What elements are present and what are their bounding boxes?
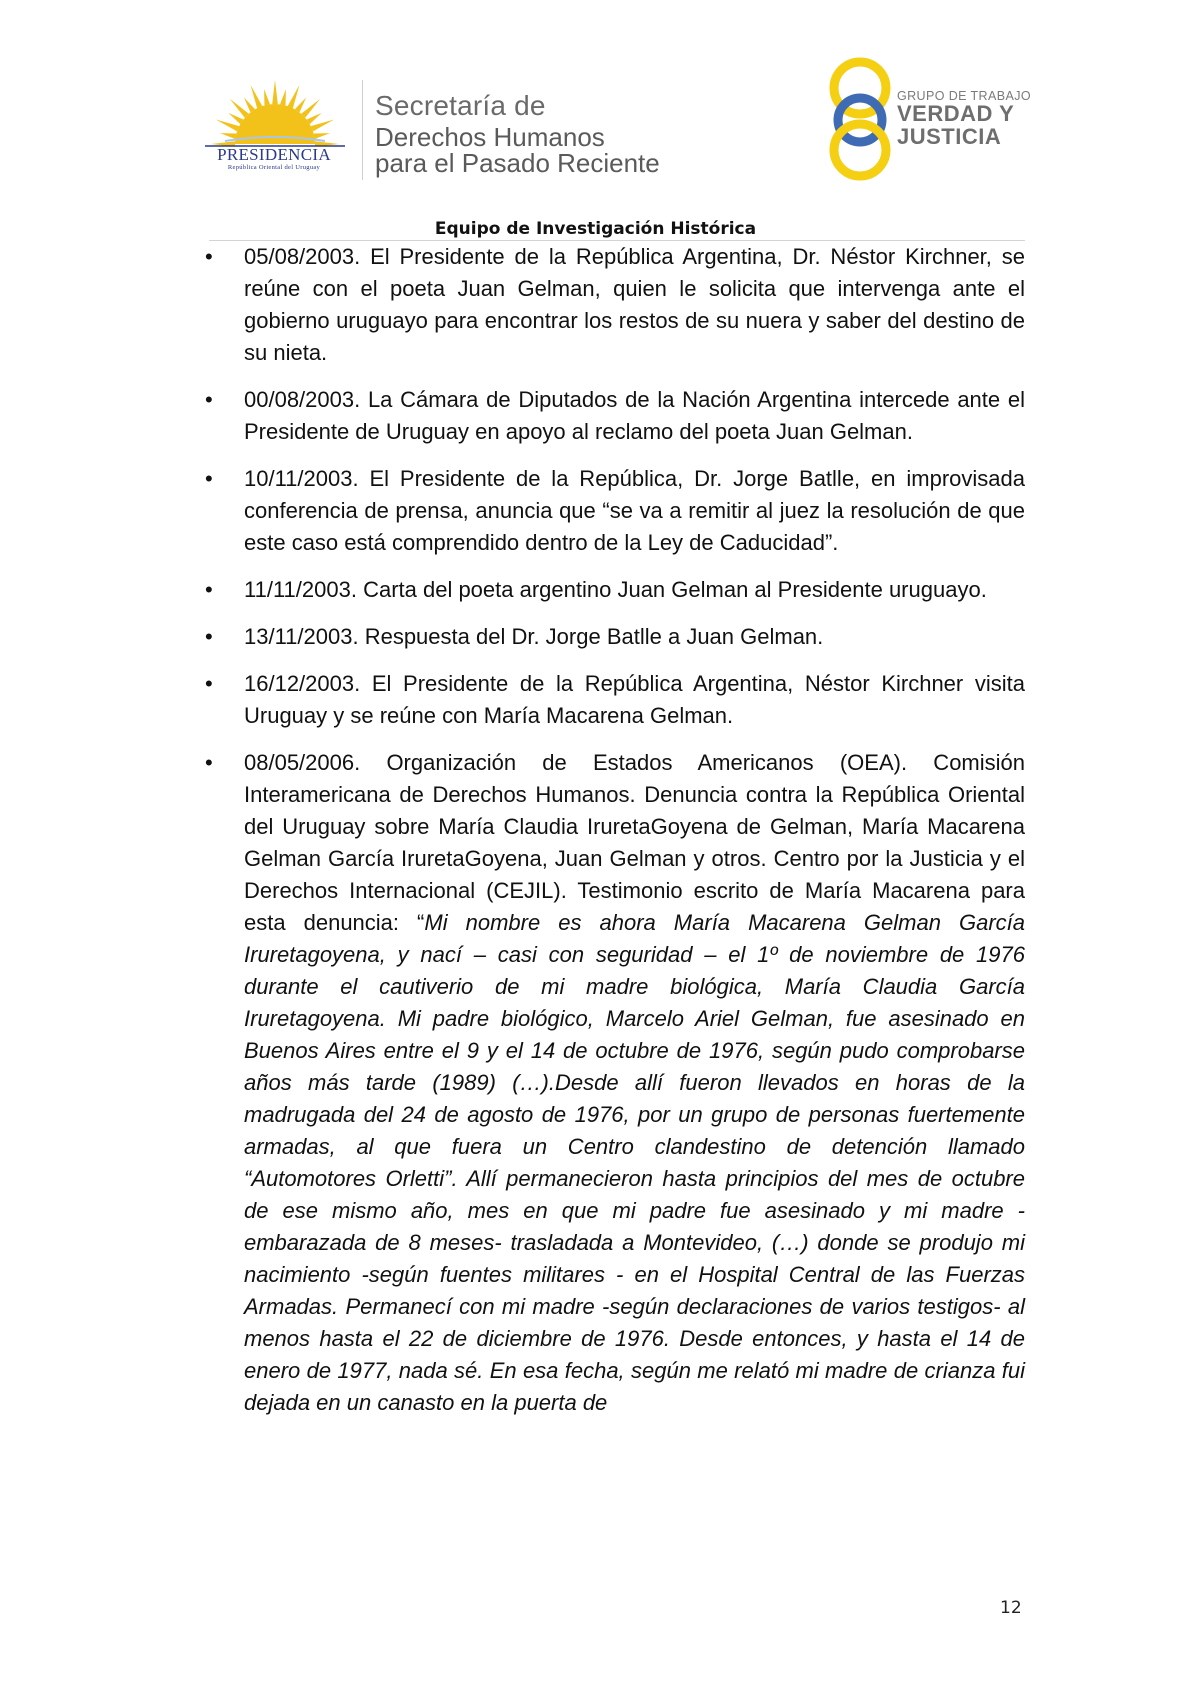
header-divider: [362, 80, 363, 180]
list-item: [202, 621, 1025, 653]
secretaria-line-1: Secretaría de: [375, 90, 546, 121]
presidencia-subtitle: República Oriental del Uruguay: [227, 164, 321, 171]
bullet-icon: •: [205, 671, 213, 696]
justicia-label: JUSTICIA: [897, 124, 1002, 149]
sun-ray: [288, 85, 300, 108]
list-item: [202, 747, 1025, 1419]
bullet-icon: •: [205, 577, 213, 602]
team-title: Equipo de Investigación Histórica: [434, 219, 757, 239]
list-item: [202, 384, 1025, 448]
item-text: 16/12/2003. El Presidente de la República Argentina, Néstor Kirchner visita Uruguay y se reúne con María Macarena Gelman.: [244, 671, 1025, 728]
sun-ray: [264, 89, 270, 105]
page-number: 12: [1000, 1598, 1022, 1618]
sun-ray: [216, 120, 239, 132]
list-item: [202, 574, 1025, 606]
sun-ray: [307, 113, 322, 124]
item-text: 13/11/2003. Respuesta del Dr. Jorge Batlle a Juan Gelman.: [244, 624, 824, 649]
verdad-label: VERDAD Y: [897, 101, 1015, 126]
verdad-justicia-rings-logo: [822, 56, 902, 182]
sun-ray: [311, 120, 334, 132]
list-item: [202, 668, 1025, 732]
chronology-list: [202, 241, 1025, 1434]
item-text: 08/05/2006. Organización de Estados Americanos (OEA). Comisión Interamericana de Derechos Humanos. Denuncia contra la República Oriental del Uruguay sobre María Claudia IruretaGoyena de Gelman, María Macarena Gelman García IruretaGoyena, Juan Gelman y otros. Centro por la Justicia y el Derechos Internacional (CEJIL). Testimonio escrito de María Macarena para esta denuncia: “: [244, 750, 1025, 935]
sun-ray: [272, 80, 278, 104]
sun-ray: [280, 89, 286, 105]
grupo-trabajo-label: GRUPO DE TRABAJO: [897, 89, 1031, 103]
sun-ray: [220, 133, 236, 139]
item-text: 10/11/2003. El Presidente de la República, Dr. Jorge Batlle, en improvisada conferencia de prensa, anuncia que “se va a remitir al juez la resolución de que este caso está comprendido dentro de la Ley de Caducidad”.: [244, 466, 1025, 555]
item-text: 00/08/2003. La Cámara de Diputados de la Nación Argentina intercede ante el Presidente de Uruguay en apoyo al reclamo del poeta Juan Gelman.: [244, 387, 1025, 444]
list-item: [202, 241, 1025, 369]
item-text: 05/08/2003. El Presidente de la República Argentina, Dr. Néstor Kirchner, se reúne con el poeta Juan Gelman, quien le solicita que intervenga ante el gobierno uruguayo para encontrar los restos de su nuera y saber del destino de su nieta.: [244, 244, 1025, 365]
bullet-icon: •: [205, 466, 213, 491]
bullet-icon: •: [205, 624, 213, 649]
sun-ray: [314, 133, 330, 139]
bullet-icon: •: [205, 750, 213, 775]
page-header: [0, 0, 1191, 239]
secretaria-line-2: Derechos Humanos: [375, 122, 605, 152]
presidencia-label: PRESIDENCIA: [217, 145, 331, 164]
item-text: 11/11/2003. Carta del poeta argentino Juan Gelman al Presidente uruguayo.: [244, 577, 987, 602]
secretaria-line-3: para el Pasado Reciente: [375, 148, 660, 178]
sun-ray: [228, 113, 243, 124]
sun-ray: [251, 85, 263, 108]
sun-ray: [244, 97, 255, 112]
bullet-icon: •: [205, 387, 213, 412]
bullet-icon: •: [205, 244, 213, 269]
sun-ray: [295, 97, 306, 112]
list-item: [202, 463, 1025, 559]
testimony-quote: Mi nombre es ahora María Macarena Gelman García Iruretagoyena, y nací – casi con seguridad – el 1º de noviembre de 1976 durante el cautiverio de mi madre biológica, María Claudia García Iruretagoyena. Mi padre biológico, Marcelo Ariel Gelman, fue asesinado en Buenos Aires entre el 9 y el 14 de octubre de 1976, según pudo comprobarse años más tarde (1989) (…).Desde allí fueron llevados en horas de la madrugada del 24 de agosto de 1976, por un grupo de personas fuertemente armadas, al que fuera un Centro clandestino de detención llamado “Automotores Orletti”. Allí permanecieron hasta principios del mes de octubre de ese mismo año, mes en que mi padre fue asesinado y mi madre -embarazada de 8 meses- trasladada a Montevideo, (…) donde se produjo mi nacimiento -según fuentes militares - en el Hospital Central de las Fuerzas Armadas. Permanecí con mi madre -según declaraciones de varios testigos- al menos hasta el 22 de diciembre de 1976. Desde entonces, y hasta el 14 de enero de 1977, nada sé. En esa fecha, según me relató mi madre de crianza fui dejada en un canasto en la puerta de: [244, 910, 1026, 1415]
